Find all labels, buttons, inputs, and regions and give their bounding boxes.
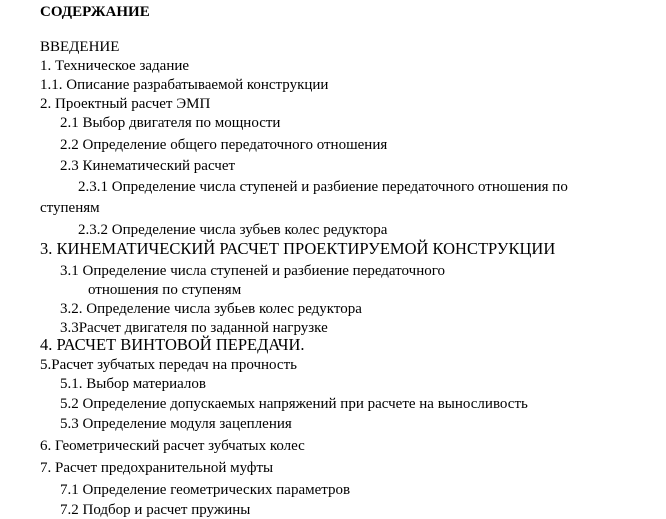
toc-entry-3-3: 3.3Расчет двигателя по заданной нагрузке: [60, 320, 328, 336]
toc-entry-7: 7. Расчет предохранительной муфты: [40, 460, 274, 476]
toc-entry-4: 4. РАСЧЕТ ВИНТОВОЙ ПЕРЕДАЧИ.: [40, 335, 305, 354]
toc-entry-5-1: 5.1. Выбор материалов: [60, 376, 206, 392]
toc-entry-3: 3. КИНЕМАТИЧЕСКИЙ РАСЧЕТ ПРОЕКТИРУЕМОЙ КОНСТРУКЦИИ: [40, 239, 556, 258]
toc-entry-2: 2. Проектный расчет ЭМП: [40, 96, 211, 112]
toc-entry-5-2: 5.2 Определение допускаемых напряжений при расчете на выносливость: [60, 396, 528, 412]
toc-entry-2-3-2: 2.3.2 Определение числа зубьев колес редуктора: [78, 222, 388, 238]
toc-entry-3-2: 3.2. Определение числа зубьев колес редуктора: [60, 301, 362, 317]
toc-entry-6: 6. Геометрический расчет зубчатых колес: [40, 438, 305, 454]
toc-title: СОДЕРЖАНИЕ: [40, 4, 150, 20]
toc-entry-3-1-cont: отношения по ступеням: [88, 282, 242, 298]
toc-entry-1: 1. Техническое задание: [40, 58, 190, 74]
toc-entry-7-2: 7.2 Подбор и расчет пружины: [60, 502, 251, 518]
toc-entry-2-3: 2.3 Кинематический расчет: [60, 158, 236, 174]
toc-entry-intro: ВВЕДЕНИЕ: [40, 39, 120, 55]
toc-entry-5: 5.Расчет зубчатых передач на прочность: [40, 357, 297, 373]
toc-entry-3-1: 3.1 Определение числа ступеней и разбиение передаточного: [60, 263, 446, 279]
toc-entry-7-1: 7.1 Определение геометрических параметров: [60, 482, 351, 498]
toc-entry-2-2: 2.2 Определение общего передаточного отношения: [60, 137, 388, 153]
toc-entry-2-3-1: 2.3.1 Определение числа ступеней и разбиение передаточного отношения по: [78, 179, 568, 195]
toc-entry-2-1: 2.1 Выбор двигателя по мощности: [60, 115, 281, 131]
toc-entry-5-3: 5.3 Определение модуля зацепления: [60, 416, 292, 432]
toc-entry-1-1: 1.1. Описание разрабатываемой конструкции: [40, 77, 329, 93]
toc-entry-2-3-1-cont: ступеням: [40, 200, 100, 216]
